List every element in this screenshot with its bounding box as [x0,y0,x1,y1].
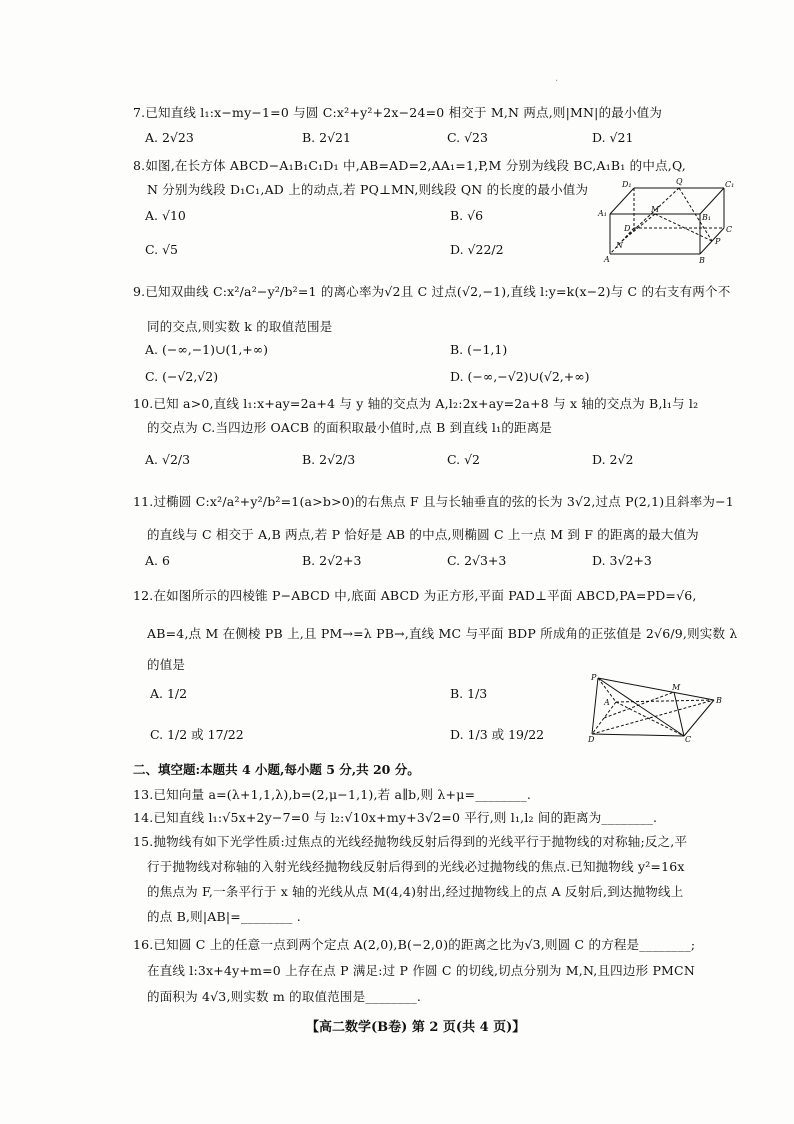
q10-stem-2: 的交点为 C.当四边形 OACB 的面积取最小值时,点 B 到直线 l₁的距离是 [147,420,553,435]
q12-option-a: A. 1/2 [150,686,188,701]
q13: 13.已知向量 a=(λ+1,1,λ),b=(2,μ−1,1),若 a∥b,则 λ+μ=________. [133,787,531,802]
q8-label-n: N [616,241,623,250]
q15-line-1: 15.抛物线有如下光学性质:过焦点的光线经抛物线反射后得到的光线平行于抛物线的对称轴;反之,平 [133,834,688,849]
q12-stem-2: AB=4,点 M 在侧棱 PB 上,且 PM→=λ PB→,直线 MC 与平面 BDP 所成角的正弦值是 2√6/9,则实数 λ [147,626,738,641]
q7-option-c: C. √23 [447,130,488,145]
q12-stem-1: 12.在如图所示的四棱锥 P−ABCD 中,底面 ABCD 为正方形,平面 PAD⊥平面 ABCD,PA=PD=√6, [133,588,697,603]
q12-label-p: P [591,673,597,682]
q16-line-2: 在直线 l:3x+4y+m=0 上存在点 P 满足:过 P 作圆 C 的切线,切点分别为 M,N,且四边形 PMCN [147,963,695,978]
q8-cuboid-figure [596,176,735,266]
q9-stem-1: 9.已知双曲线 C:x²/a²−y²/b²=1 的离心率为√2且 C 过点(√2,−1),直线 l:y=k(x−2)与 C 的右支有两个不 [133,284,731,299]
q14: 14.已知直线 l₁:√5x+2y−7=0 与 l₂:√10x+my+3√2=0 平行,则 l₁,l₂ 间的距离为________. [133,810,658,825]
q8-label-c: C [726,225,733,234]
q15-line-4: 的点 B,则|AB|=________ . [147,909,301,924]
q11-option-d: D. 3√2+3 [592,553,652,568]
q8-label-a: A [604,255,610,264]
q10-stem-1: 10.已知 a>0,直线 l₁:x+ay=2a+4 与 y 轴的交点为 A,l₂:2x+ay=2a+8 与 x 轴的交点为 B,l₁与 l₂ [133,396,699,411]
q10-option-d: D. 2√2 [592,452,634,467]
q15-line-3: 的焦点为 F,一条平行于 x 轴的光线从点 M(4,4)射出,经过抛物线上的点 A 反射后,到达抛物线上 [147,884,684,899]
q8-label-b: B [699,256,705,265]
q8-label-p: P [715,237,721,246]
q16-line-3: 的面积为 4√3,则实数 m 的取值范围是________. [147,989,422,1004]
q12-option-b: B. 1/3 [450,686,488,701]
q7-option-b: B. 2√21 [302,130,351,145]
q7-option-d: D. √21 [592,130,634,145]
q8-option-c: C. √5 [145,242,178,257]
page-footer: 【高二数学(B卷) 第 2 页(共 4 页)】 [306,1020,526,1035]
q12-option-c: C. 1/2 或 17/22 [150,727,244,742]
q9-stem-2: 同的交点,则实数 k 的取值范围是 [147,319,333,334]
q12-label-d: D [588,735,595,744]
q9-option-a: A. (−∞,−1)∪(1,+∞) [145,342,269,357]
q16-line-1: 16.已知圆 C 上的任意一点到两个定点 A(2,0),B(−2,0)的距离之比为√3,则圆 C 的方程是________; [133,937,696,952]
q8-label-c1: C₁ [725,180,735,189]
q11-stem-1: 11.过椭圆 C:x²/a²+y²/b²=1(a>b>0)的右焦点 F 且与长轴垂直的弦的长为 3√2,过点 P(2,1)且斜率为−1 [133,494,734,509]
q8-label-a1: A₁ [598,209,607,218]
q11-option-c: C. 2√3+3 [447,553,507,568]
q12-pyramid-figure [588,672,732,744]
q8-label-m: M [651,205,660,214]
q8-label-d: D [624,224,631,233]
q9-option-c: C. (−√2,√2) [145,369,219,384]
q11-option-b: B. 2√2+3 [302,553,362,568]
section-2-heading: 二、填空题:本题共 4 小题,每小题 5 分,共 20 分。 [133,762,420,777]
q12-label-b: B [716,696,722,705]
q11-stem-2: 的直线与 C 相交于 A,B 两点,若 P 恰好是 AB 的中点,则椭圆 C 上一点 M 到 F 的距离的最大值为 [147,527,699,542]
top-mark: · [555,76,559,87]
q8-option-d: D. √22/2 [450,242,504,257]
q8-stem-2: N 分别为线段 D₁C₁,AD 上的动点,若 PQ⊥MN,则线段 QN 的长度的最小值为 [147,182,589,197]
q7-option-a: A. 2√23 [145,130,194,145]
q11-option-a: A. 6 [145,553,170,568]
q12-option-d: D. 1/3 或 19/22 [450,727,545,742]
q8-label-q: Q [676,177,683,186]
q10-option-c: C. √2 [447,452,480,467]
q12-stem-3: 的值是 [147,657,186,672]
q10-option-b: B. 2√2/3 [302,452,356,467]
q9-option-d: D. (−∞,−√2)∪(√2,+∞) [450,369,590,384]
q15-line-2: 行于抛物线对称轴的入射光线经抛物线反射后得到的光线必过抛物线的焦点.已知抛物线 y²=16x [147,859,685,874]
q9-option-b: B. (−1,1) [450,342,508,357]
q12-label-m: M [672,683,681,692]
q8-stem-1: 8.如图,在长方体 ABCD−A₁B₁C₁D₁ 中,AB=AD=2,AA₁=1,P,M 分别为线段 BC,A₁B₁ 的中点,Q, [133,158,686,173]
q8-option-b: B. √6 [450,208,484,223]
q8-label-d1: D₁ [622,180,632,189]
q12-label-a: A [604,698,610,707]
q10-option-a: A. √2/3 [145,452,191,467]
q8-label-b1: B₁ [702,213,712,222]
q8-option-a: A. √10 [145,208,186,223]
q12-label-c: C [685,735,692,744]
q7-stem: 7.已知直线 l₁:x−my−1=0 与圆 C:x²+y²+2x−24=0 相交于 M,N 两点,则|MN|的最小值为 [133,105,663,120]
